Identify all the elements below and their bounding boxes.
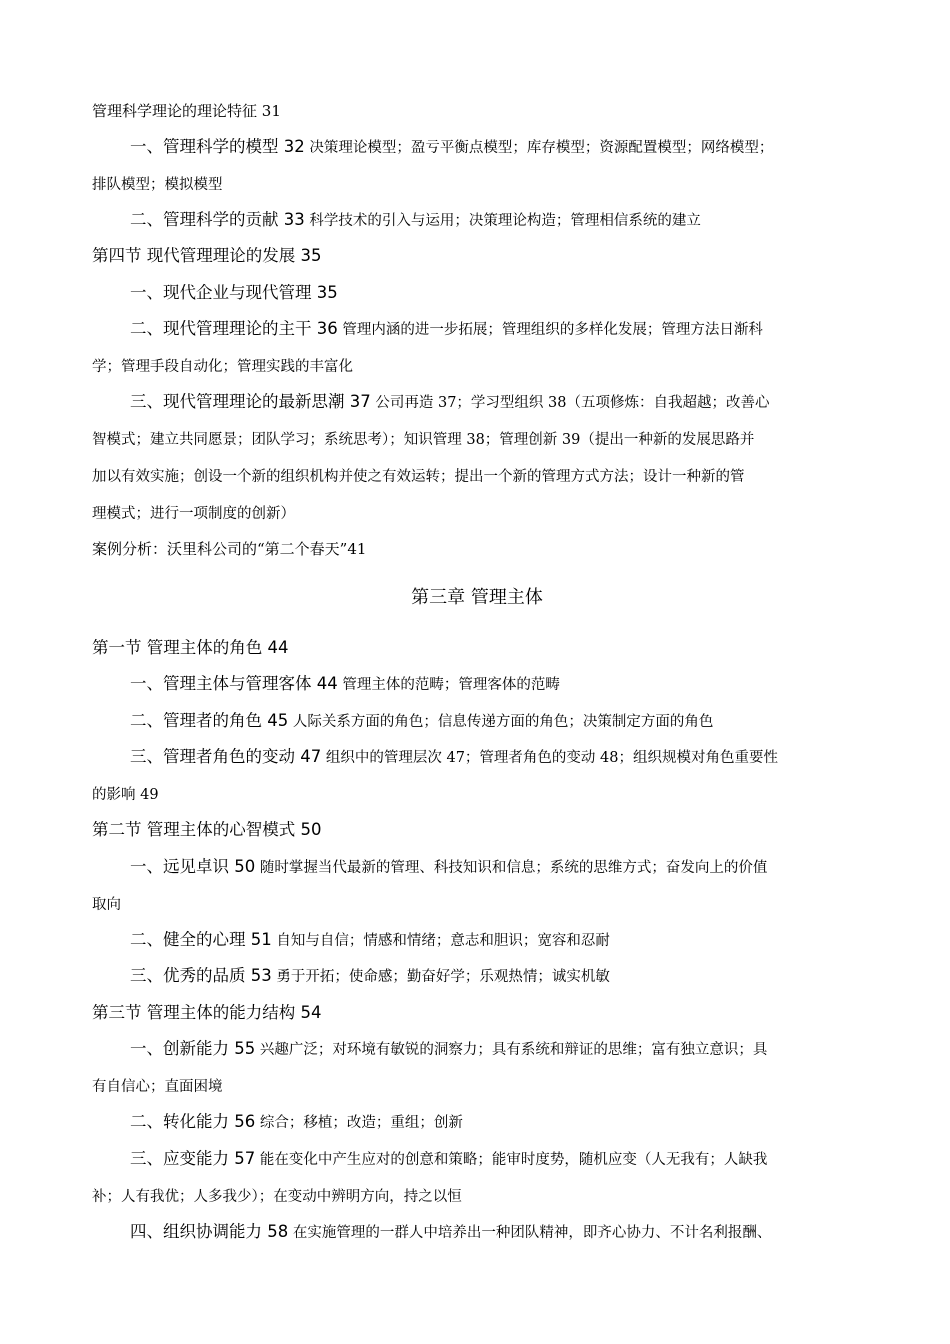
- section-heading: 第三节 管理主体的能力结构 54: [92, 1003, 322, 1022]
- toc-continuation: [92, 1075, 223, 1098]
- toc-heading: 一、远见卓识 50: [130, 857, 256, 876]
- toc-heading: 四、组织协调能力 58: [130, 1222, 289, 1241]
- toc-entry: [130, 673, 560, 696]
- toc-detail: 学；管理手段自动化；管理实践的丰富化: [92, 359, 353, 375]
- toc-entry: [130, 318, 763, 341]
- toc-heading: 二、现代管理理论的主干 36: [130, 319, 338, 338]
- toc-detail: 的影响 49: [92, 787, 159, 803]
- toc-detail: 科学技术的引入与运用；决策理论构造；管理相信系统的建立: [304, 213, 701, 229]
- toc-continuation: [92, 893, 121, 916]
- toc-detail: 排队模型；模拟模型: [92, 177, 223, 193]
- toc-continuation: [92, 502, 295, 525]
- toc-entry: [130, 391, 769, 414]
- toc-heading: 二、健全的心理 51: [130, 930, 272, 949]
- toc-heading: 三、管理者角色的变动 47: [130, 747, 322, 766]
- toc-entry: [130, 1148, 767, 1171]
- toc-heading: 一、创新能力 55: [130, 1039, 256, 1058]
- toc-entry: [92, 100, 281, 122]
- toc-detail: 管理主体的范畴；管理客体的范畴: [337, 677, 560, 693]
- toc-entry: [130, 746, 778, 769]
- toc-detail: 管理内涵的进一步拓展；管理组织的多样化发展；管理方法日渐科: [337, 322, 763, 338]
- toc-detail: 人际关系方面的角色；信息传递方面的角色；决策制定方面的角色: [288, 714, 714, 730]
- toc-detail: 智模式；建立共同愿景；团队学习；系统思考）；知识管理 38；管理创新 39（提出一种新的发展思路并: [92, 432, 755, 448]
- toc-entry: [130, 1038, 767, 1061]
- toc-entry: [130, 710, 713, 733]
- toc-continuation: [92, 173, 223, 196]
- toc-detail: 理模式；进行一项制度的创新）: [92, 506, 295, 522]
- toc-continuation: [92, 355, 353, 378]
- toc-detail: 随时掌握当代最新的管理、科技知识和信息；系统的思维方式；奋发向上的价值: [255, 860, 768, 876]
- section-heading: 第一节 管理主体的角色 44: [92, 638, 289, 657]
- toc-detail: 组织中的管理层次 47；管理者角色的变动 48；组织规模对角色重要性: [321, 750, 778, 766]
- toc-entry: [130, 1221, 771, 1244]
- toc-entry: [130, 1111, 463, 1134]
- toc-heading: 一、管理科学的模型 32: [130, 137, 305, 156]
- section-heading: 第二节 管理主体的心智模式 50: [92, 820, 322, 839]
- toc-detail: 综合；移植；改造；重组；创新: [255, 1115, 463, 1131]
- toc-continuation: [92, 783, 159, 806]
- toc-detail: 加以有效实施；创设一个新的组织机构并使之有效运转；提出一个新的管理方式方法；设计一种新的管: [92, 469, 745, 485]
- toc-heading: 二、管理者的角色 45: [130, 711, 289, 730]
- section-heading: 第四节 现代管理理论的发展 35: [92, 246, 322, 265]
- toc-heading: 三、现代管理理论的最新思潮 37: [130, 392, 371, 411]
- toc-detail: 兴趣广泛；对环境有敏锐的洞察力；具有系统和辩证的思维；富有独立意识；具: [255, 1042, 768, 1058]
- toc-detail: 取向: [92, 897, 121, 913]
- toc-entry: [130, 965, 610, 988]
- toc-entry: [130, 856, 767, 879]
- toc-continuation: [92, 1185, 462, 1208]
- toc-entry: [130, 136, 773, 159]
- toc-entry: [130, 209, 701, 232]
- toc-detail: 有自信心；直面困境: [92, 1079, 223, 1095]
- toc-text: 管理科学理论的理论特征 31: [92, 102, 281, 120]
- toc-detail: 自知与自信；情感和情绪；意志和胆识；宽容和忍耐: [271, 933, 610, 949]
- toc-detail: 公司再造 37；学习型组织 38（五项修炼：自我超越；改善心: [370, 395, 770, 411]
- toc-heading: 二、转化能力 56: [130, 1112, 256, 1131]
- toc-detail: 能在变化中产生应对的创意和策略；能审时度势，随机应变（人无我有；人缺我: [255, 1152, 768, 1168]
- toc-detail: 补；人有我优；人多我少）；在变动中辨明方向，持之以恒: [92, 1189, 462, 1205]
- toc-detail: 决策理论模型；盈亏平衡点模型；库存模型；资源配置模型；网络模型；: [304, 140, 774, 156]
- toc-continuation: [92, 465, 745, 488]
- toc-heading: 三、应变能力 57: [130, 1149, 256, 1168]
- toc-detail: 勇于开拓；使命感；勤奋好学；乐观热情；诚实机敏: [271, 969, 610, 985]
- toc-heading: 二、管理科学的贡献 33: [130, 210, 305, 229]
- toc-heading: 一、管理主体与管理客体 44: [130, 674, 338, 693]
- toc-entry: [130, 929, 610, 952]
- toc-heading: 一、现代企业与现代管理 35: [130, 283, 338, 302]
- toc-detail: 在实施管理的一群人中培养出一种团队精神，即齐心协力、不计名利报酬、: [288, 1225, 772, 1241]
- case-study-entry: 案例分析：沃里科公司的“第二个春天”41: [92, 540, 367, 558]
- toc-heading: 三、优秀的品质 53: [130, 966, 272, 985]
- chapter-title: 第三章 管理主体: [411, 587, 543, 608]
- toc-continuation: [92, 428, 754, 451]
